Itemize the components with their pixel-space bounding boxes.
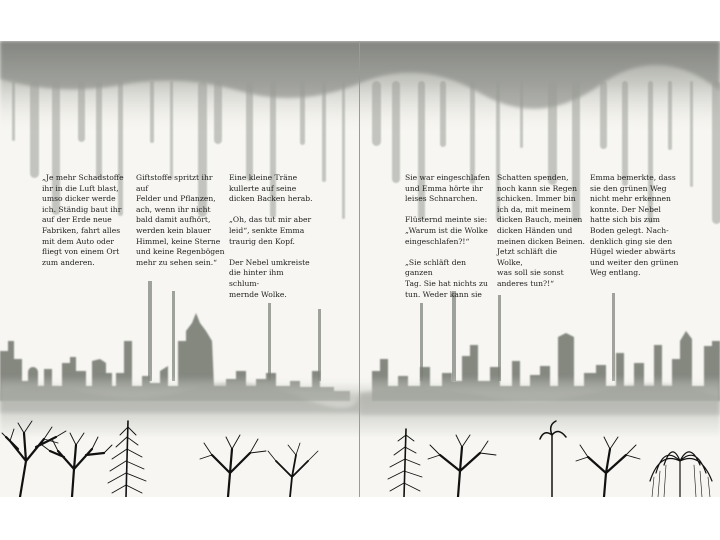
- drip-streak: [96, 81, 102, 179]
- left-page-column-3: [229, 173, 315, 311]
- drip-streak: [30, 81, 39, 178]
- drip-streak: [372, 81, 381, 146]
- right-page-column-1: [405, 173, 495, 311]
- drip-streak: [12, 81, 15, 141]
- paragraph: Schatten spenden, noch kann sie Regen schicken. Immer bin ich da, mit meinem dicken Bauch, meinen dicken Händen und meinen dicken Beinen. Jetzt schläft die Wolke, was soll sie sonst anderes tun?!“: [497, 173, 585, 288]
- drip-streak: [214, 81, 222, 144]
- drip-streak: [712, 81, 720, 224]
- drip-streak: [150, 81, 154, 143]
- book-spread: [0, 41, 720, 497]
- drip-streak: [392, 81, 400, 183]
- paragraph: Sie war eingeschlafen und Emma hörte ihr leises Schnarchen.: [405, 173, 490, 204]
- drip-streak: [342, 81, 345, 219]
- drip-streak: [246, 81, 253, 181]
- left-page-column-2: [136, 173, 226, 279]
- drip-streak: [470, 81, 475, 184]
- drip-streak: [622, 81, 628, 186]
- paragraph: „Sie schläft den ganzen Tag. Sie hat nichts zu tun. Weder kann sie: [405, 257, 488, 299]
- left-page-column-1: [42, 173, 130, 279]
- paragraph: Flüsternd meinte sie: „Warum ist die Wolke eingeschlafen?!“: [405, 215, 488, 246]
- paragraph: Der Nebel umkreiste die hinter ihm schlum- mernde Wolke.: [229, 257, 310, 299]
- right-page-column-2: [497, 173, 585, 300]
- drip-streak: [600, 81, 607, 149]
- drip-streak: [440, 81, 446, 147]
- paragraph: Emma bemerkte, dass sie den grünen Weg nicht mehr erkennen konnte. Der Nebel hatte sich bis zum Boden gelegt. Nach- denklich ging sie den Hügel wieder abwärts und weiter den grünen Weg entlang.: [590, 173, 679, 278]
- paragraph: Giftstoffe spritzt ihr auf Felder und Pflanzen, ach, wenn ihr nicht bald damit aufhört, werden kein blauer Himmel, keine Sterne und keine Regenbögen mehr zu sehen sein.“: [136, 173, 225, 267]
- page-gutter: [359, 41, 360, 497]
- paragraph: „Je mehr Schadstoffe ihr in die Luft blast, umso dicker werde ich. Ständig baut ihr auf der Erde neue Fabriken, fahrt alles mit dem Auto oder fliegt von einem Ort zum anderen.: [42, 173, 124, 267]
- drip-streak: [520, 81, 523, 148]
- drip-streak: [690, 81, 693, 187]
- drip-streak: [300, 81, 305, 145]
- drip-streak: [668, 81, 672, 150]
- right-page-column-3: [590, 173, 680, 290]
- drip-streak: [548, 81, 557, 185]
- paragraph: „Oh, das tut mir aber leid“, senkte Emma traurig den Kopf.: [229, 215, 312, 246]
- drip-streak: [78, 81, 85, 142]
- paragraph: Eine kleine Träne kullerte auf seine dicken Backen herab.: [229, 173, 313, 204]
- drip-streak: [322, 81, 326, 182]
- drip-streak: [170, 81, 173, 180]
